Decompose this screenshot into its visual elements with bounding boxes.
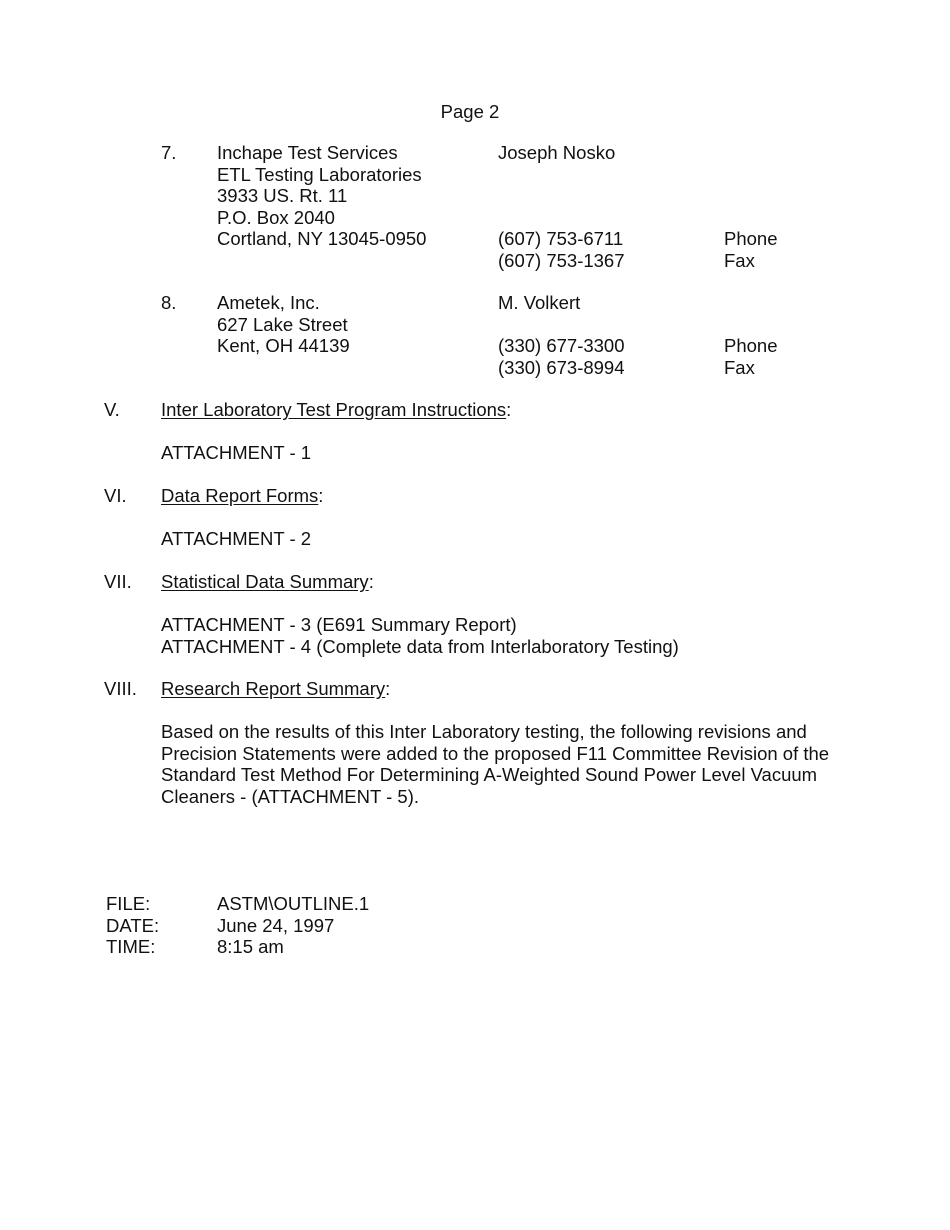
date-value: June 24, 1997: [217, 914, 335, 936]
section-heading: Inter Laboratory Test Program Instructions:: [161, 399, 512, 420]
phone-number: (330) 677-3300: [498, 335, 625, 356]
address-line: Kent, OH 44139: [217, 335, 350, 356]
address-line: ETL Testing Laboratories: [217, 163, 422, 185]
file-value: ASTM\OUTLINE.1: [217, 893, 370, 914]
time-label: TIME:: [106, 936, 156, 957]
date-label: DATE:: [106, 914, 160, 936]
phone-number: (607) 753-6711: [498, 228, 624, 249]
section-heading-text: Statistical Data Summary: [161, 571, 369, 592]
section-heading: Statistical Data Summary:: [161, 571, 374, 592]
address-line: Ametek, Inc.: [217, 292, 320, 313]
section-body-line: ATTACHMENT - 4 (Complete data from Interlaboratory Testing): [161, 635, 679, 657]
section-heading-text: Inter Laboratory Test Program Instructions: [161, 399, 507, 420]
section-body-line: ATTACHMENT - 3 (E691 Summary Report): [161, 614, 517, 635]
section-body-line: ATTACHMENT - 1: [161, 442, 312, 463]
section-heading: Data Report Forms:: [161, 485, 324, 506]
fax-type: Fax: [724, 249, 755, 271]
address-line: 627 Lake Street: [217, 313, 348, 335]
address-line: 3933 US. Rt. 11: [217, 185, 348, 206]
page-number: Page 2: [440, 101, 500, 122]
time-value: 8:15 am: [217, 936, 284, 957]
fax-number: (607) 753-1367: [498, 249, 625, 271]
section-numeral: VII.: [104, 571, 132, 592]
fax-number: (330) 673-8994: [498, 356, 625, 378]
fax-type: Fax: [724, 356, 755, 378]
phone-type: Phone: [724, 335, 778, 356]
entry-number: 8.: [161, 292, 177, 313]
section-heading: Research Report Summary:: [161, 678, 391, 699]
section-numeral: VIII.: [104, 678, 137, 699]
contact-name: Joseph Nosko: [498, 142, 616, 163]
address-line: P.O. Box 2040: [217, 206, 335, 228]
section-numeral: VI.: [104, 485, 127, 506]
section-paragraph: Based on the results of this Inter Laboratory testing, the following revisions and Precision Statements were added to the proposed F11 Committee Revision of the Standard Test Method For Determining A-Weighted Sound Power Level Vacuum Cleaners - (ATTACHMENT - 5).: [161, 721, 830, 807]
file-label: FILE:: [106, 893, 151, 914]
section-heading-text: Research Report Summary: [161, 678, 386, 699]
phone-type: Phone: [724, 228, 778, 249]
entry-number: 7.: [161, 142, 177, 163]
section-body-line: ATTACHMENT - 2: [161, 528, 312, 549]
section-heading-text: Data Report Forms: [161, 485, 319, 506]
contact-name: M. Volkert: [498, 292, 581, 313]
address-line: Cortland, NY 13045-0950: [217, 228, 427, 249]
section-numeral: V.: [104, 399, 120, 420]
address-line: Inchape Test Services: [217, 142, 398, 163]
